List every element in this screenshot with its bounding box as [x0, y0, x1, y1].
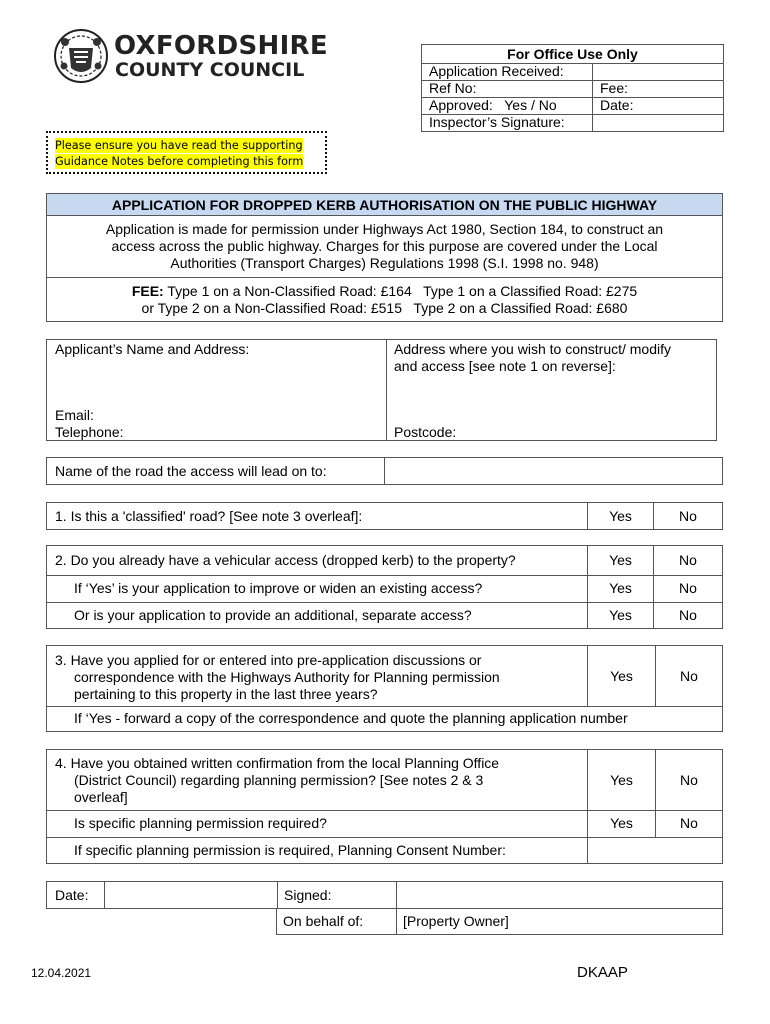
q1-no-option[interactable]: No — [653, 503, 722, 529]
footer-code: DKAAP — [577, 964, 628, 981]
applicant-name-field[interactable] — [55, 360, 380, 404]
intro-line3: Authorities (Transport Charges) Regulations 1998 (S.I. 1998 no. 948) — [170, 255, 599, 271]
site-address-label-1: Address where you wish to construct/ modify — [394, 341, 672, 357]
q2-sub1-text: If ‘Yes’ is your application to improve or widen an existing access? — [74, 580, 483, 596]
site-address-field[interactable] — [394, 378, 712, 422]
email-label: Email: — [55, 407, 94, 423]
q4-yes-option[interactable]: Yes — [610, 771, 633, 788]
site-address-label-2: and access [see note 1 on reverse]: — [394, 358, 616, 374]
county-crest-icon — [52, 28, 110, 84]
date-sign-field[interactable] — [104, 882, 277, 908]
question-1 — [46, 502, 723, 530]
ref-no-label: Ref No: — [429, 80, 477, 96]
signoff-row-1 — [46, 881, 723, 909]
office-use-title: For Office Use Only — [507, 46, 638, 62]
q2-sub2-text: Or is your application to provide an additional, separate access? — [74, 606, 472, 623]
office-use-table — [421, 44, 724, 132]
logo — [52, 28, 328, 84]
guidance-line2: Guidance Notes before completing this form — [55, 155, 304, 168]
q1-yes-option[interactable]: Yes — [587, 503, 653, 529]
date-label: Date: — [600, 97, 634, 113]
signature-field[interactable] — [396, 882, 722, 908]
question-2 — [46, 545, 723, 629]
application-received-label: Application Received: — [429, 63, 564, 79]
q2-text: 2. Do you already have a vehicular access (dropped kerb) to the property? — [55, 552, 516, 568]
application-received-field[interactable] — [593, 63, 723, 80]
q2-sub2-yes-option[interactable]: Yes — [609, 606, 632, 623]
q4-sub2-text: If specific planning permission is required, Planning Consent Number: — [74, 841, 506, 858]
q2-sub2-no-option[interactable]: No — [679, 606, 697, 623]
fee-text1: Type 1 on a Non-Classified Road: £164 Type 1 on a Classified Road: £275 — [163, 283, 638, 299]
q4-line3: overleaf] — [74, 789, 128, 805]
road-name-field[interactable] — [384, 458, 722, 484]
inspector-signature-label: Inspector’s Signature: — [429, 114, 565, 130]
telephone-label: Telephone: — [55, 424, 124, 440]
q3-note: If ‘Yes - forward a copy of the correspondence and quote the planning application number — [74, 710, 628, 726]
q4-line1: 4. Have you obtained written confirmation from the local Planning Office — [55, 755, 500, 771]
applicant-name-label: Applicant’s Name and Address: — [55, 341, 250, 357]
form-title: APPLICATION FOR DROPPED KERB AUTHORISATION ON THE PUBLIC HIGHWAY — [47, 194, 722, 216]
question-3 — [46, 645, 723, 732]
fee-line2: or Type 2 on a Non-Classified Road: £515 Type 2 on a Classified Road: £680 — [141, 300, 628, 316]
q4-line2: (District Council) regarding planning permission? [See notes 2 & 3 — [74, 772, 484, 788]
approved-label: Approved: Yes / No — [429, 97, 557, 113]
guidance-line1: Please ensure you have read the supporting — [55, 139, 303, 152]
guidance-note — [46, 131, 327, 174]
q4-sub1-no-option[interactable]: No — [680, 815, 698, 831]
logo-line2: COUNTY COUNCIL — [115, 59, 305, 81]
question-4 — [46, 749, 723, 864]
q4-no-option[interactable]: No — [680, 771, 698, 788]
q4-sub1-text: Is specific planning permission required? — [74, 815, 327, 831]
q2-no-option[interactable]: No — [679, 552, 697, 568]
postcode-label: Postcode: — [394, 424, 457, 440]
on-behalf-label: On behalf of: — [283, 912, 364, 929]
planning-consent-number-field[interactable] — [588, 838, 722, 863]
inspector-signature-field[interactable] — [593, 115, 723, 132]
q3-no-option[interactable]: No — [680, 667, 698, 684]
applicant-section — [46, 339, 717, 441]
q3-yes-option[interactable]: Yes — [610, 667, 633, 684]
fee-label: Fee: — [600, 80, 629, 96]
q4-sub1-yes-option[interactable]: Yes — [610, 815, 633, 831]
logo-line1: OXFORDSHIRE — [114, 31, 328, 61]
intro-line2: access across the public highway. Charges for this purpose are covered under the Local — [111, 238, 658, 254]
road-name-label: Name of the road the access will lead on to: — [55, 462, 327, 479]
q1-text: 1. Is this a 'classified' road? [See note 3 overleaf]: — [55, 507, 363, 524]
q2-yes-option[interactable]: Yes — [609, 552, 632, 568]
q2-sub1-yes-option[interactable]: Yes — [609, 580, 632, 596]
q3-line2: correspondence with the Highways Authority for Planning permission — [74, 669, 500, 685]
q3-line3: pertaining to this property in the last three years? — [74, 686, 378, 702]
q3-line1: 3. Have you applied for or entered into pre-application discussions or — [55, 652, 482, 668]
signed-label: Signed: — [277, 882, 396, 908]
date-sign-label: Date: — [55, 886, 89, 903]
road-name-row — [46, 457, 723, 485]
fee-line1 — [47, 283, 722, 300]
q2-sub1-no-option[interactable]: No — [679, 580, 697, 596]
footer-date: 12.04.2021 — [31, 966, 92, 980]
on-behalf-value[interactable]: [Property Owner] — [396, 908, 722, 934]
signoff-row-2 — [276, 908, 723, 935]
application-header — [46, 193, 723, 322]
intro-line1: Application is made for permission under Highways Act 1980, Section 184, to construct an — [105, 221, 664, 237]
fee-title: FEE: — [131, 283, 164, 299]
